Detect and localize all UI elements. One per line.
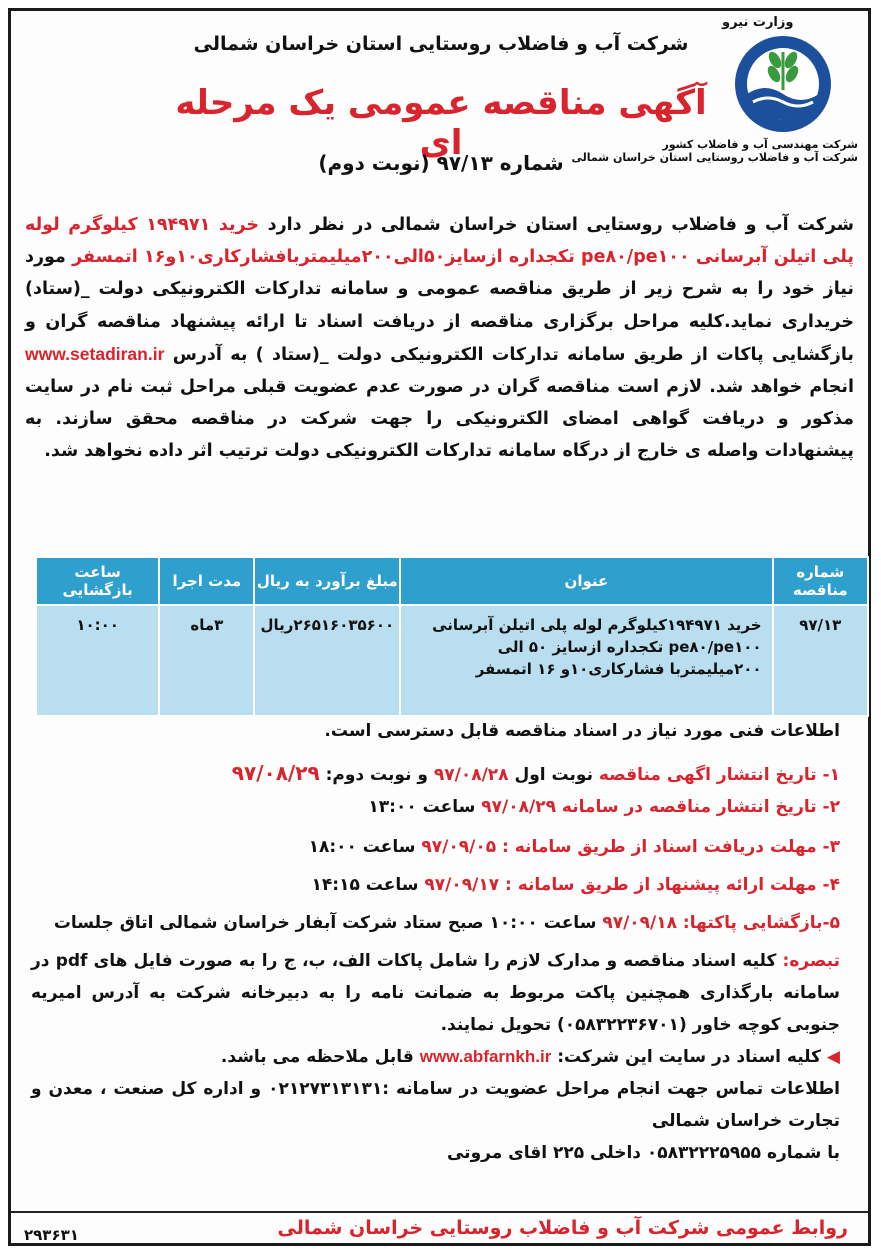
ministry-label: وزارت نیرو bbox=[722, 15, 794, 30]
header bbox=[11, 11, 868, 211]
cell-duration: ۳ماه bbox=[159, 605, 254, 716]
tender-table bbox=[35, 556, 869, 717]
tech-info: اطلاعات فنی مورد نیاز در اسناد مناقصه قابل دسترسی است. bbox=[324, 721, 840, 741]
item2-date: ۹۷/۰۸/۲۹ bbox=[481, 797, 556, 817]
cell-title: خرید ۱۹۴۹۷۱کیلوگرم لوله پلی اتیلن آبرسانی pe۸۰/pe۱۰۰ تکجداره ازسایز ۵۰ الی ۲۰۰میلیمتربا فشارکاری۱۰و ۱۶ اتمسفر bbox=[400, 605, 772, 716]
cell-estimate: ۲۶۵۱۶۰۳۵۶۰۰ریال bbox=[254, 605, 400, 716]
note-text: کلیه اسناد مناقصه و مدارک لازم را شامل پاکات الف، ب، ج را به صورت فایل های pdf در سامانه بارگذاری همچنین پاکت مربوط به ضمانت نامه را به دبیرخانه شرکت به آدرس امیریه جنوبی کوچه خاور (۰۵۸۳۲۲۳۶۷۰۱) تحویل نمایند. bbox=[31, 951, 840, 1035]
item1-text: نوبت اول bbox=[508, 765, 599, 785]
item3-rest: ساعت ۱۸:۰۰ bbox=[308, 837, 422, 857]
note-label: تبصره: bbox=[776, 951, 841, 971]
item1-date2: ۹۷/۰۸/۲۹ bbox=[231, 761, 320, 785]
th-estimate: مبلغ برآورد به ریال bbox=[254, 557, 400, 605]
logo-caption-1: شرکت مهندسی آب و فاضلاب کشور bbox=[662, 138, 858, 151]
intro-text-2: مورد نیاز خود را به شرح زیر از طریق مناقصه عمومی و سامانه تدارکات الکترونیکی دولت _(ستاد) خریداری نماید.کلیه مراحل برگزاری مناقصه از دریافت اسناد تا ارائه پیشنهاد مناقصه گران و بازگشایی پاکات از طریق سامانه تدارکات الکترونیکی دولت _(ستاد ) به آدرس bbox=[25, 247, 854, 365]
item5-label: ۵-بازگشایی پاکتها: bbox=[677, 913, 840, 933]
item2-rest: ساعت ۱۳:۰۰ bbox=[368, 797, 482, 817]
cell-number: ۹۷/۱۳ bbox=[773, 605, 868, 716]
tender-number: شماره ۹۷/۱۳ (نوبت دوم) bbox=[318, 151, 564, 175]
intro-text-3: انجام خواهد شد. لازم است مناقصه گران در صورت عدم عضویت قبلی مراحل ثبت نام در سایت مذکور و دریافت گواهی امضای الکترونیکی را جهت شرکت در مناقصه محقق سازند. به پیشنهادات واصله ی خارج از درگاه سامانه تدارکات الکترونیکی دولت ترتیب اثر داده نخواهد شد. bbox=[25, 377, 854, 462]
company-logo-icon bbox=[731, 32, 835, 136]
th-number: شماره مناقصه bbox=[773, 557, 868, 605]
item4-label: ۴- مهلت ارائه پیشنهاد از طریق سامانه : bbox=[499, 875, 840, 895]
item5-date: ۹۷/۰۹/۱۸ bbox=[602, 913, 678, 933]
item3-date: ۹۷/۰۹/۰۵ bbox=[421, 837, 497, 857]
logo-caption-2: شرکت آب و فاضلاب روستایی استان خراسان شمالی bbox=[571, 151, 858, 164]
cell-opening: ۱۰:۰۰ bbox=[36, 605, 159, 716]
item1-date1: ۹۷/۰۸/۲۸ bbox=[433, 765, 509, 785]
public-relations: روابط عمومی شرکت آب و فاضلاب روستایی خراسان شمالی bbox=[277, 1217, 848, 1239]
docs-rest: قابل ملاحظه می باشد. bbox=[220, 1047, 420, 1067]
table-row bbox=[36, 605, 868, 716]
setad-link[interactable]: www.setadiran.ir bbox=[25, 343, 165, 364]
intro-paragraph bbox=[25, 209, 854, 468]
logo-block bbox=[571, 15, 858, 203]
arrow-icon: ◀ bbox=[821, 1047, 840, 1067]
docs-text: کلیه اسناد در سایت این شرکت: bbox=[551, 1047, 821, 1067]
company-name: شرکت آب و فاضلاب روستایی استان خراسان شمالی bbox=[193, 33, 689, 55]
schedule-item-4 bbox=[312, 875, 840, 895]
item4-date: ۹۷/۰۹/۱۷ bbox=[424, 875, 500, 895]
item4-rest: ساعت ۱۴:۱۵ bbox=[311, 875, 425, 895]
phone-text: با شماره ۰۵۸۳۲۲۲۵۹۵۵ داخلی ۲۲۵ اقای مروتی bbox=[446, 1143, 840, 1163]
th-opening: ساعت بازگشایی bbox=[36, 557, 159, 605]
table-header-row bbox=[36, 557, 868, 605]
th-duration: مدت اجرا bbox=[159, 557, 254, 605]
schedule-item-2 bbox=[368, 797, 840, 817]
footer-divider bbox=[11, 1211, 868, 1213]
item1-mid: و نوبت دوم: bbox=[319, 765, 434, 785]
item3-label: ۳- مهلت دریافت اسناد از طریق سامانه : bbox=[496, 837, 840, 857]
intro-red-text: خرید ۱۹۴۹۷۱ کیلوگرم لوله پلی اتیلن آبرسانی pe۸۰/pe۱۰۰ تکجداره ازسایز۵۰الی۲۰۰میلیمتربافشارکاری۱۰و۱۶ اتمسفر bbox=[25, 215, 854, 268]
item2-label: ۲- تاریخ انتشار مناقصه در سامانه bbox=[555, 797, 840, 817]
notice-frame bbox=[8, 8, 871, 1246]
schedule-item-5 bbox=[54, 913, 840, 933]
item1-label: ۱- تاریخ انتشار اگهی مناقصه bbox=[598, 765, 840, 785]
abfar-link[interactable]: www.abfarnkh.ir bbox=[419, 1047, 552, 1066]
intro-text-1: شرکت آب و فاضلاب روستایی استان خراسان شمالی در نظر دارد bbox=[259, 215, 854, 235]
item5-rest: ساعت ۱۰:۰۰ صبح ستاد شرکت آبفار خراسان شمالی اتاق جلسات bbox=[53, 913, 603, 933]
schedule-item-3 bbox=[309, 837, 840, 857]
page-title: آگهی مناقصه عمومی یک مرحله ای bbox=[175, 83, 707, 163]
contact-text: اطلاعات تماس جهت انجام مراحل عضویت در سامانه :۰۲۱۲۷۳۱۳۱۳۱ و اداره کل صنعت ، معدن و تجارت خراسان شمالی bbox=[31, 1079, 840, 1131]
schedule-item-1 bbox=[232, 761, 840, 785]
th-title: عنوان bbox=[400, 557, 772, 605]
note-block bbox=[31, 945, 840, 1169]
ad-code: ۲۹۳۶۳۱ bbox=[24, 1226, 79, 1244]
